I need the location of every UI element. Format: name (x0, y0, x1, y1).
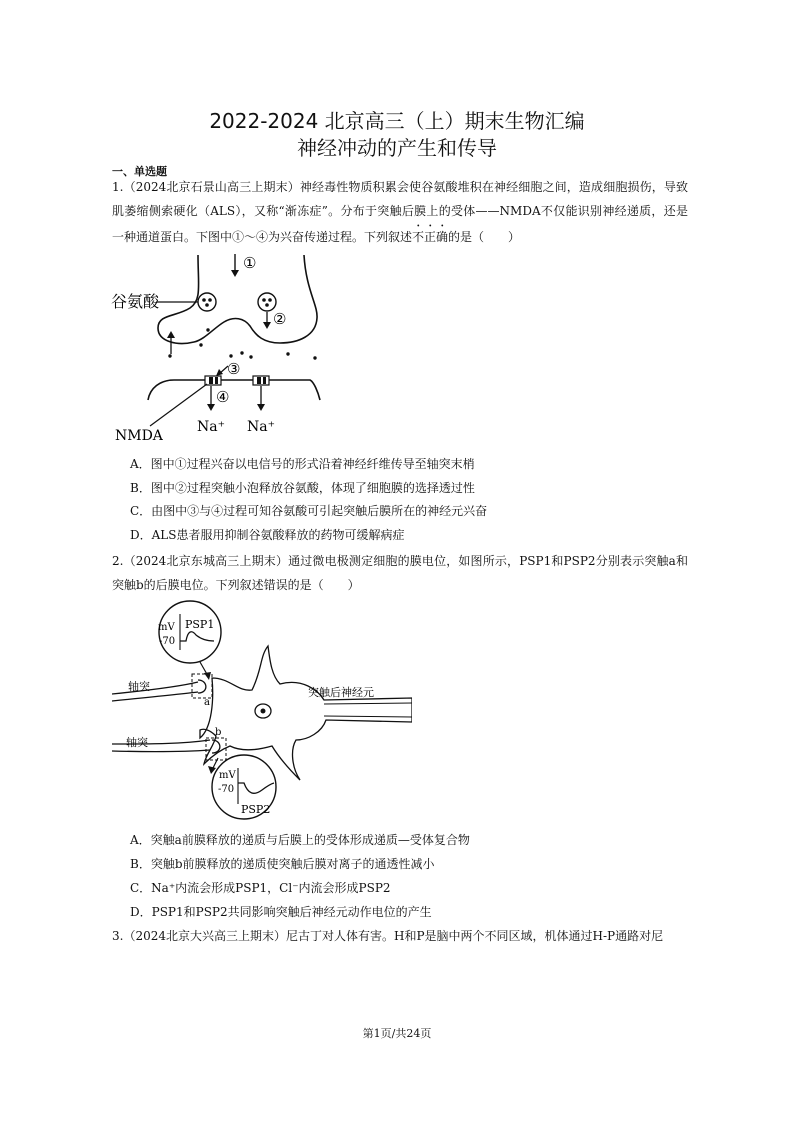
post-neuron-label: 突触后神经元 (308, 686, 374, 699)
question-3-stem: 3.（2024北京大兴高三上期末）尼古丁对人体有害。H和P是脑中两个不同区域，机体通过H-P通路对尼 (112, 929, 664, 943)
psp1-unit: mV (158, 622, 175, 633)
psp1-value: -70 (159, 636, 176, 647)
marker-2: ② (273, 310, 287, 328)
psp2-name: PSP2 (241, 803, 271, 816)
nmda-receptor-1 (205, 376, 221, 385)
marker-4: ④ (216, 388, 230, 406)
page-title: 2022-2024 北京高三（上）期末生物汇编 (209, 109, 585, 133)
psp1-inset (158, 601, 221, 663)
marker-1: ① (243, 254, 257, 272)
vesicle-right (258, 293, 276, 311)
question-1-text-end: 的是（ ） (448, 230, 521, 244)
marker-3: ③ (227, 360, 241, 378)
question-2-option-c: C．Na⁺内流会形成PSP1，Cl⁻内流会形成PSP2 (130, 881, 391, 895)
glutamate-label: 谷氨酸 (111, 292, 160, 311)
synapse-a-label: a (204, 697, 210, 708)
question-1-option-b: B．图中②过程突触小泡释放谷氨酸，体现了细胞膜的选择透过性 (130, 481, 475, 495)
question-1-emphasis: 不正确 (412, 230, 449, 244)
glutamate-dots (168, 328, 316, 359)
section-label: 一、单选题 (112, 165, 167, 178)
arrow-icon (231, 254, 239, 277)
synapse-b-label: b (215, 727, 222, 738)
question-1-option-a: A．图中①过程兴奋以电信号的形式沿着神经纤维传导至轴突末梢 (130, 457, 475, 471)
page-subtitle: 神经冲动的产生和传导 (297, 136, 497, 160)
psp2-inset (212, 755, 276, 819)
nmda-receptor-2 (253, 376, 269, 385)
psp1-name: PSP1 (185, 618, 215, 631)
question-2-option-a: A．突触a前膜释放的递质与后膜上的受体形成递质—受体复合物 (130, 833, 470, 847)
vesicle-left (198, 293, 216, 311)
nmda-label: NMDA (115, 428, 163, 444)
na-label-1: Na⁺ (197, 419, 225, 435)
question-1-option-c: C．由图中③与④过程可知谷氨酸可引起突触后膜所在的神经元兴奋 (130, 504, 488, 518)
question-2-option-d: D．PSP1和PSP2共同影响突触后神经元动作电位的产生 (130, 905, 432, 919)
question-1-text: 1.（2024北京石景山高三上期末）神经毒性物质积累会使谷氨酸堆积在神经细胞之间，造成细胞损伤，导致肌萎缩侧索硬化（ALS），又称“渐冻症”。分布于突触后膜上的受体——NMDA不仅能识别神经递质，还是一种通道蛋白。下图中①～④为兴奋传递过程。下列叙述 (112, 180, 688, 244)
na-label-2: Na⁺ (247, 419, 275, 435)
question-2-option-b: B．突触b前膜释放的递质使突触后膜对离子的通透性减小 (130, 857, 435, 871)
axon-label-top: 轴突 (128, 680, 150, 693)
question-2-stem: 2.（2024北京东城高三上期末）通过微电极测定细胞的膜电位，如图所示，PSP1和PSP2分别表示突触a和突触b的后膜电位。下列叙述错误的是（ ） (112, 554, 688, 592)
question-1-option-d: D．ALS患者服用抑制谷氨酸释放的药物可缓解病症 (130, 528, 405, 542)
axon-label-bottom: 轴突 (126, 736, 148, 749)
synapse-figure (110, 250, 340, 446)
question-1-stem (112, 175, 688, 249)
page-footer: 第1页/共24页 (362, 1027, 432, 1040)
neuron-figure (112, 600, 412, 822)
psp2-unit: mV (219, 770, 236, 781)
psp2-value: -70 (218, 784, 235, 795)
